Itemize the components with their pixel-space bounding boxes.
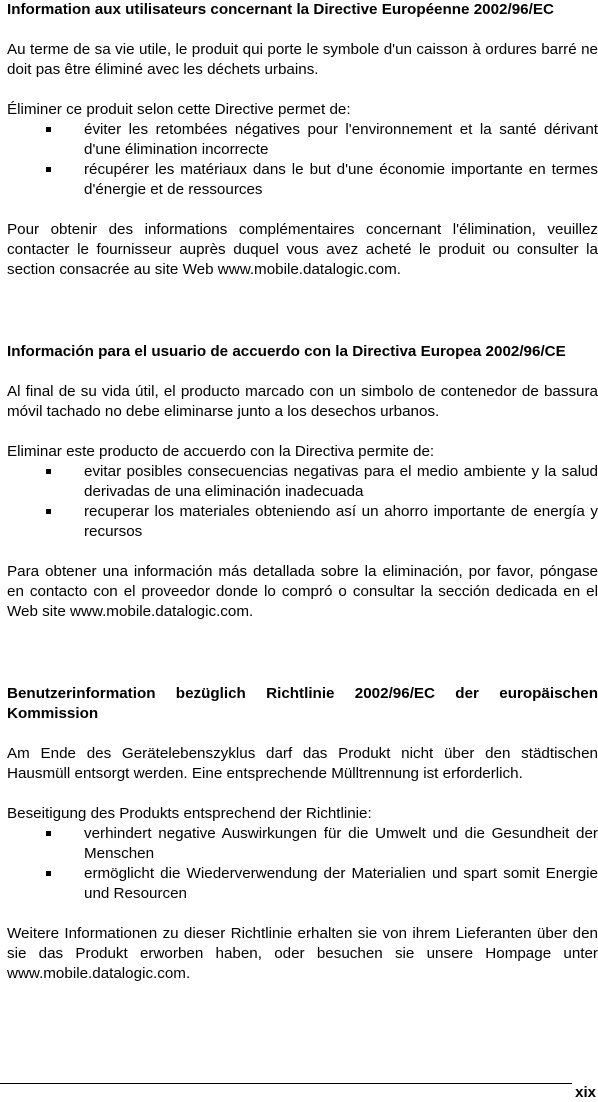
list-intro: Eliminar este producto de accuerdo con la Directiva permite de: [7,443,435,460]
bullet-list [7,120,598,200]
closing-paragraph: Pour obtenir des informations complémentaires concernant l'élimination, veuillez contacter le fournisseur auprès duquel vous avez acheté le produit ou consulter la section consacrée au site Web www.mobile.datalogic.com. [7,221,598,278]
square-bullet-icon [46,127,51,132]
bullet-list [7,824,598,904]
list-item [7,824,598,864]
section-paragraph: Am Ende des Gerätelebenszyklus darf das Produkt nicht über den städtischen Hausmüll entsorgt werden. Eine entsprechende Mülltrennung ist erforderlich. [7,745,598,782]
list-item-text: recuperar los materiales obteniendo así un ahorro importante de energía y recursos [84,503,598,540]
section-spanish [7,342,598,622]
section-german [7,684,598,984]
section-heading: Benutzerinformation bezüglich Richtlinie 2002/96/EC der europäischen Kommission [7,685,598,722]
square-bullet-icon [46,167,51,172]
list-item [7,120,598,160]
list-item-text: verhindert negative Auswirkungen für die Umwelt und die Gesundheit der Menschen [84,825,598,862]
section-french [7,0,598,280]
list-item [7,160,598,200]
list-item-text: ermöglicht die Wiederverwendung der Materialien und spart somit Energie und Resourcen [84,865,598,902]
list-item-text: récupérer les matériaux dans le but d'une économie importante en termes d'énergie et de ressources [84,161,598,198]
bullet-list [7,462,598,542]
page-number: xix [575,1084,596,1101]
square-bullet-icon [46,831,51,836]
list-intro: Éliminer ce produit selon cette Directive permet de: [7,101,351,118]
closing-paragraph: Weitere Informationen zu dieser Richtlinie erhalten sie von ihrem Lieferanten über den sie das Produkt erworben haben, oder besuchen sie unsere Hompage unter www.mobile.datalogic.com. [7,925,598,982]
section-heading: Información para el usuario de accuerdo con la Directiva Europea 2002/96/CE [7,343,566,360]
square-bullet-icon [46,509,51,514]
list-item [7,502,598,542]
footer-divider [0,1083,572,1084]
square-bullet-icon [46,871,51,876]
list-item-text: evitar posibles consecuencias negativas para el medio ambiente y la salud derivadas de una eliminación inadecuada [84,463,598,500]
closing-paragraph: Para obtener una información más detallada sobre la eliminación, por favor, póngase en contacto con el proveedor donde lo compró o consultar la sección dedicada en el Web site www.mobile.datalogic.com. [7,563,598,620]
list-item [7,462,598,502]
list-intro: Beseitigung des Produkts entsprechend der Richtlinie: [7,805,372,822]
list-item [7,864,598,904]
section-paragraph: Al final de su vida útil, el producto marcado con un simbolo de contenedor de bassura móvil tachado no debe eliminarse junto a los desechos urbanos. [7,383,598,420]
square-bullet-icon [46,469,51,474]
section-paragraph: Au terme de sa vie utile, le produit qui porte le symbole d'un caisson à ordures barré ne doit pas être éliminé avec les déchets urbains. [7,41,598,78]
list-item-text: éviter les retombées négatives pour l'environnement et la santé dérivant d'une élimination incorrecte [84,121,598,158]
section-heading: Information aux utilisateurs concernant la Directive Européenne 2002/96/EC [7,1,554,18]
